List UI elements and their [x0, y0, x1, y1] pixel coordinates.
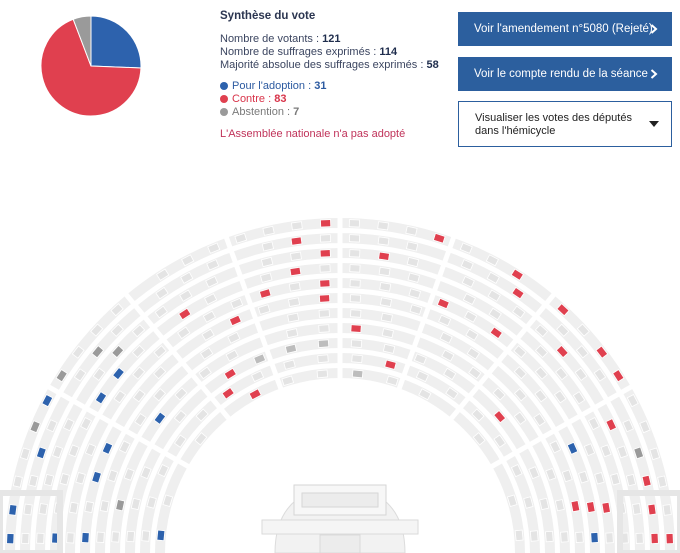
seat[interactable]: [530, 531, 538, 542]
seat[interactable]: [320, 220, 330, 227]
seat[interactable]: [320, 250, 330, 257]
seat[interactable]: [67, 533, 75, 543]
contre-dot-icon: [220, 95, 228, 103]
seat[interactable]: [663, 505, 671, 516]
seat[interactable]: [350, 295, 360, 303]
seat[interactable]: [252, 371, 264, 382]
seat[interactable]: [636, 533, 643, 543]
legend-contre: [220, 93, 440, 106]
seat[interactable]: [545, 531, 553, 542]
seat[interactable]: [379, 267, 390, 275]
vote-legend: [220, 80, 440, 119]
seat[interactable]: [515, 530, 523, 541]
seat[interactable]: [567, 442, 577, 454]
seat[interactable]: [633, 504, 641, 515]
seat[interactable]: [586, 501, 595, 512]
summary-title: Synthèse du vote: [220, 10, 316, 22]
seat[interactable]: [318, 340, 329, 348]
votants-row: [220, 33, 440, 46]
seat[interactable]: [349, 220, 359, 227]
contre-value: 83: [274, 93, 287, 105]
view-amendment-button[interactable]: [458, 12, 672, 46]
abstention-label: Abstention :: [232, 106, 291, 118]
vote-result: L'Assemblée nationale n'a pas adopté: [220, 128, 406, 140]
majorite-value: 58: [426, 59, 439, 71]
seat[interactable]: [292, 222, 303, 230]
seat[interactable]: [462, 277, 474, 288]
seat[interactable]: [651, 533, 658, 543]
view-hemicycle-dropdown[interactable]: [458, 101, 672, 147]
pour-label: Pour l'adoption :: [232, 80, 312, 92]
seat[interactable]: [288, 298, 299, 307]
chevron-right-icon: [650, 69, 658, 79]
vote-pie-chart: [28, 16, 154, 116]
pie-slice-0: [91, 16, 141, 68]
seat[interactable]: [352, 370, 363, 378]
seat[interactable]: [22, 533, 29, 543]
seat[interactable]: [102, 442, 112, 454]
view-report-button[interactable]: [458, 57, 672, 91]
seat[interactable]: [349, 235, 359, 242]
seat[interactable]: [591, 532, 599, 542]
seat[interactable]: [380, 283, 391, 292]
seat[interactable]: [351, 325, 361, 333]
abstention-value: 7: [293, 106, 300, 118]
seat[interactable]: [350, 265, 360, 273]
seat[interactable]: [379, 252, 390, 260]
seat[interactable]: [576, 532, 584, 542]
seat[interactable]: [100, 501, 109, 512]
pour-value: 31: [314, 80, 327, 92]
seat[interactable]: [39, 504, 47, 515]
seat[interactable]: [317, 370, 328, 378]
seat[interactable]: [378, 237, 389, 245]
seat[interactable]: [352, 355, 363, 363]
hemicycle: [0, 155, 680, 553]
legend-abstention: [220, 106, 440, 119]
exprimes-label: Nombre de suffrages exprimés :: [220, 46, 377, 58]
podium: [262, 485, 418, 553]
seat[interactable]: [288, 313, 299, 322]
chevron-right-icon: [650, 24, 658, 34]
view-amendment-label: Voir l'amendement n°5080 (Rejeté): [474, 23, 653, 35]
seat[interactable]: [229, 315, 241, 325]
chevron-down-icon: [649, 121, 659, 128]
seat[interactable]: [127, 531, 135, 542]
seat[interactable]: [380, 298, 391, 307]
majorite-row: [220, 59, 440, 72]
seat[interactable]: [320, 235, 330, 242]
seat[interactable]: [158, 465, 169, 477]
seat[interactable]: [142, 531, 150, 542]
view-report-label: Voir le compte rendu de la séance: [474, 68, 648, 80]
seat[interactable]: [157, 530, 165, 541]
legend-pour: [220, 80, 440, 93]
seat[interactable]: [112, 532, 120, 542]
seat[interactable]: [606, 419, 617, 431]
seat[interactable]: [648, 504, 656, 515]
seat[interactable]: [350, 310, 360, 318]
seat[interactable]: [416, 371, 428, 382]
seat[interactable]: [319, 295, 329, 303]
seat[interactable]: [85, 501, 94, 512]
seat[interactable]: [64, 419, 75, 431]
seat[interactable]: [561, 532, 569, 542]
seat[interactable]: [318, 355, 329, 363]
abstention-dot-icon: [220, 108, 228, 116]
seat[interactable]: [350, 280, 360, 288]
seat[interactable]: [571, 501, 580, 512]
pour-dot-icon: [220, 82, 228, 90]
vote-summary: [220, 10, 440, 141]
seat[interactable]: [7, 533, 14, 543]
seat[interactable]: [602, 502, 611, 513]
seat[interactable]: [289, 283, 300, 292]
seat[interactable]: [319, 310, 329, 318]
seat[interactable]: [439, 315, 451, 325]
contre-label: Contre :: [232, 93, 272, 105]
exprimes-row: [220, 46, 440, 59]
seat[interactable]: [70, 502, 79, 513]
votants-value: 121: [322, 33, 341, 45]
seat[interactable]: [82, 532, 90, 542]
seat[interactable]: [9, 505, 17, 516]
seat[interactable]: [291, 237, 302, 245]
seat[interactable]: [97, 532, 105, 542]
majorite-label: Majorité absolue des suffrages exprimés :: [220, 59, 424, 71]
seat[interactable]: [24, 504, 32, 515]
seat[interactable]: [351, 340, 362, 348]
seat[interactable]: [37, 533, 44, 543]
seat[interactable]: [319, 325, 329, 333]
seat[interactable]: [206, 277, 218, 288]
votants-label: Nombre de votants :: [220, 33, 320, 45]
seat[interactable]: [320, 265, 330, 273]
seat[interactable]: [378, 222, 389, 230]
seat[interactable]: [381, 313, 392, 322]
seat[interactable]: [511, 465, 522, 477]
seat[interactable]: [666, 533, 673, 543]
seat[interactable]: [320, 280, 330, 288]
seat[interactable]: [290, 267, 301, 275]
seat[interactable]: [291, 252, 302, 260]
exprimes-value: 114: [379, 46, 398, 58]
seat[interactable]: [606, 533, 614, 543]
view-hemicycle-label: Visualiser les votes des députés dans l'hémicycle: [475, 112, 632, 137]
seat[interactable]: [350, 250, 360, 257]
